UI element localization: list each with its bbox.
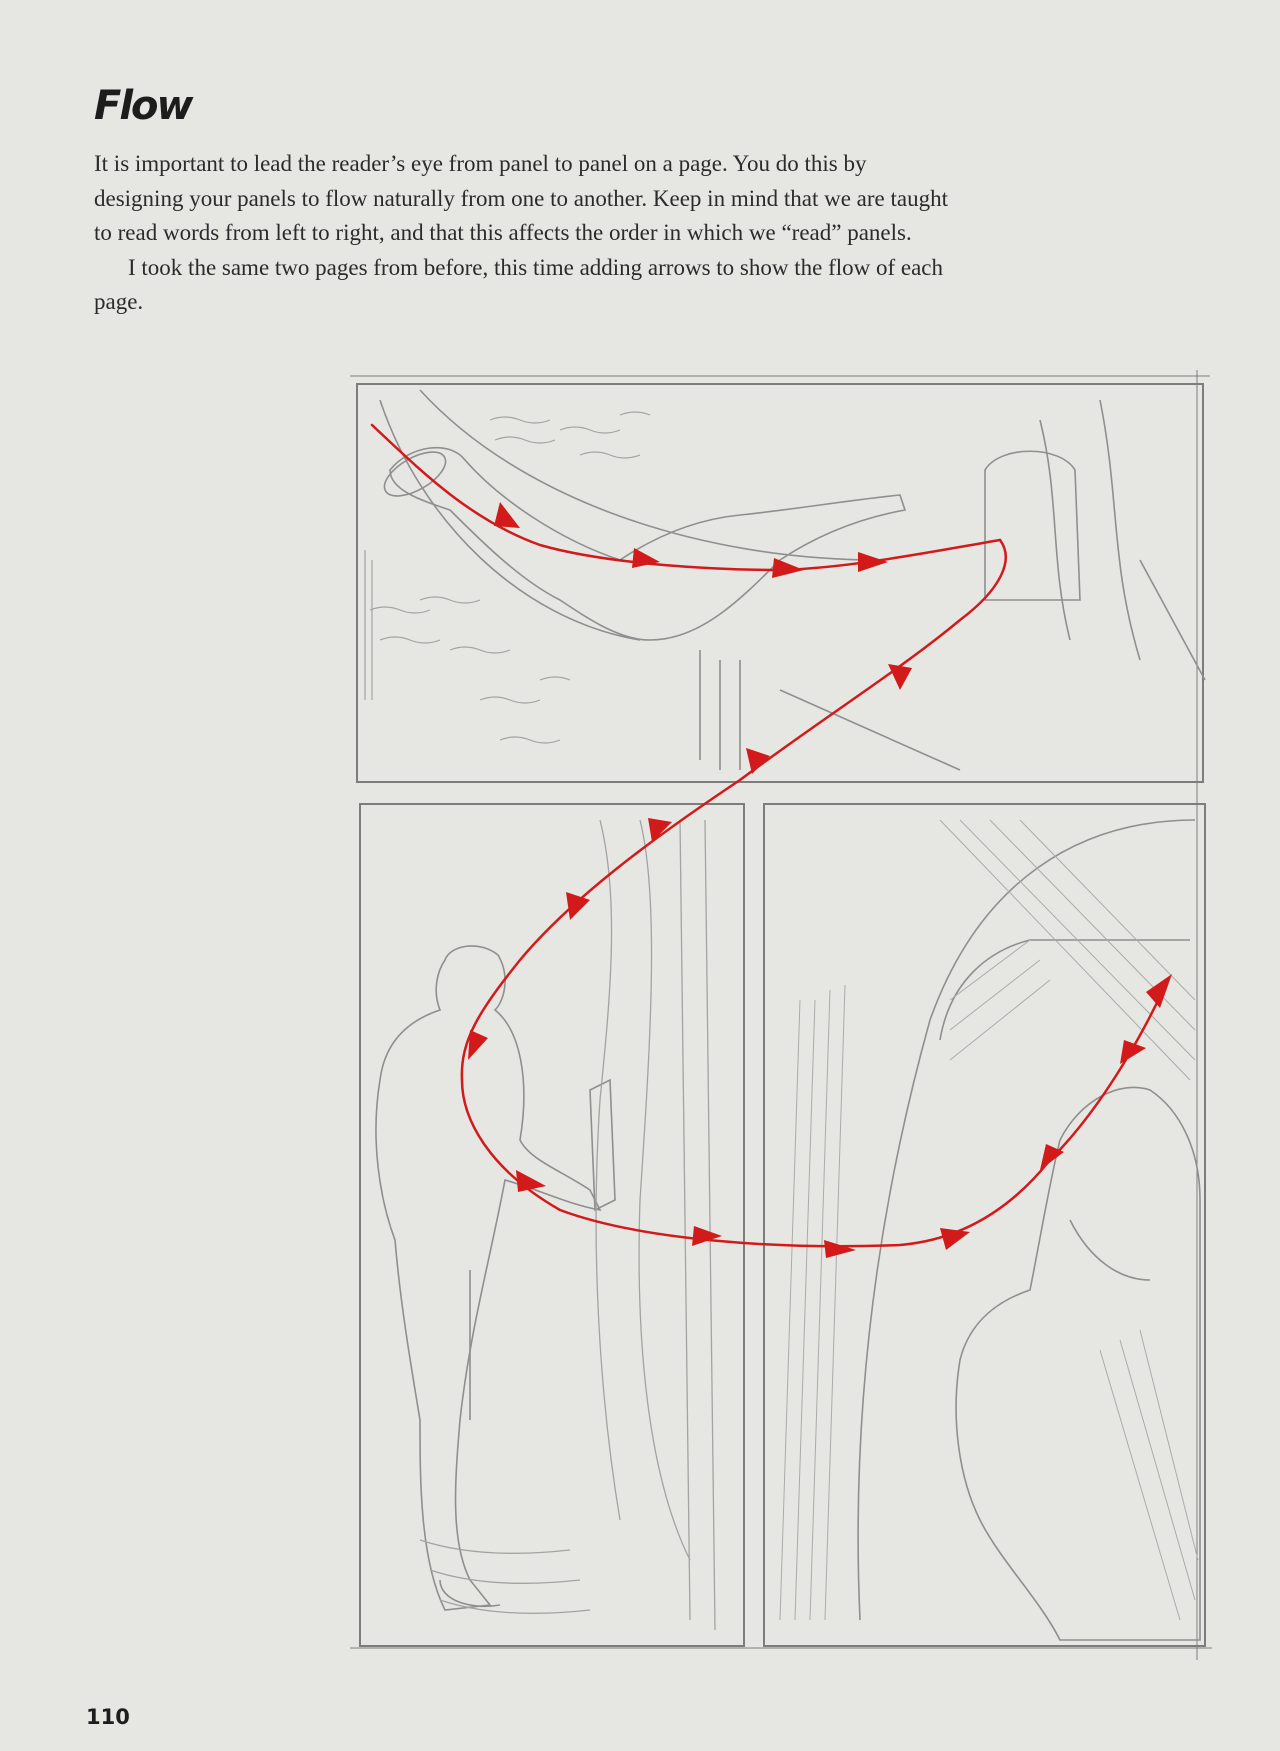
panel-top [357, 384, 1203, 782]
arrowhead-13 [940, 1228, 970, 1250]
top-panel-sketch [378, 390, 1205, 770]
arrowhead-4 [858, 552, 888, 572]
flow-arrow-descent [462, 540, 1006, 1080]
flow-arrow-top-2 [780, 540, 1000, 570]
arrowhead-5 [888, 664, 912, 690]
arrowhead-15 [1120, 1040, 1146, 1064]
flow-arrow-top-1 [372, 425, 780, 570]
panel-bottom-right [764, 804, 1205, 1646]
arrowhead-8 [566, 892, 590, 920]
bottom-left-background [420, 820, 715, 1630]
paragraph-arrows: I took the same two pages from before, this time adding arrows to show the flow of each page. [94, 254, 944, 314]
panel-bottom-left [360, 804, 744, 1646]
standing-figure-sketch [376, 946, 615, 1610]
section-heading: Flow [94, 83, 192, 129]
arrowhead-10 [516, 1170, 546, 1192]
flow-arrowheads [468, 502, 1172, 1258]
flow-arrow-path [372, 425, 1168, 1246]
arrowhead-9 [468, 1030, 488, 1060]
bottom-right-sketch [858, 820, 1200, 1640]
flow-arrow-bottom [462, 980, 1168, 1246]
paragraph-intro: It is important to lead the reader’s eye from panel to panel on a page. You do this by designing your panels to flow naturally from one to another. Keep in mind that we are taught to read words from left to right, and that this affects the order in which we “read” panels. [94, 151, 948, 245]
arrowhead-12 [824, 1240, 856, 1258]
arrowhead-11 [692, 1226, 722, 1246]
page-number: 110 [86, 1705, 130, 1729]
